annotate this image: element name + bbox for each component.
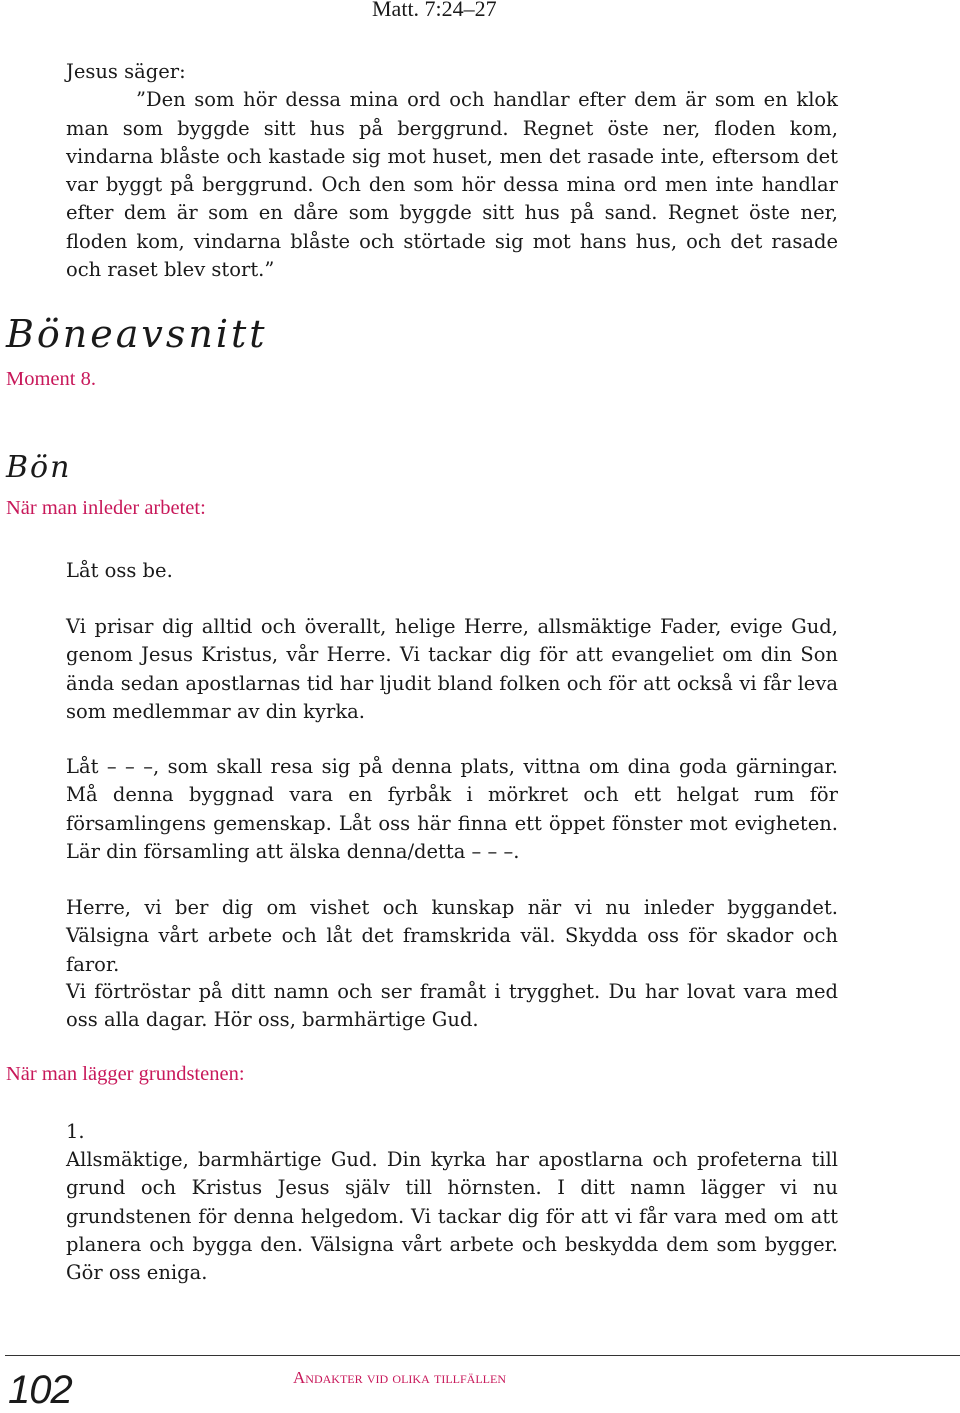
scripture-passage xyxy=(66,58,838,284)
heading-start-of-work: När man inleder arbetet: xyxy=(6,497,206,519)
heading-foundation-stone: När man lägger grundstenen: xyxy=(6,1063,245,1085)
scripture-intro: Jesus säger: xyxy=(66,60,186,83)
paragraph-foundation-prayer: Allsmäktige, barmhärtige Gud. Din kyrka har apostlarna och profeterna till grund och Kristus Jesus själv till hörnsten. I ditt namn lägger vi nu grundstenen för denna helgedom. Vi tackar dig för att vi får vara med om att planera och bygga den. Välsigna vårt arbete och beskydda dem som bygger. Gör oss eniga. xyxy=(66,1148,838,1285)
section-subtitle-moment: Moment 8. xyxy=(6,368,96,390)
paragraph-trust: Vi förtröstar på ditt namn och ser framåt i trygghet. Du har lovat vara med oss alla dagar. Hör oss, barmhärtige Gud. xyxy=(66,980,838,1032)
section-title-boneavsnitt: Böneavsnitt xyxy=(6,312,268,356)
paragraph-lat-oss-be: Låt oss be. xyxy=(66,559,173,582)
footer-divider xyxy=(5,1355,960,1356)
paragraph-number: 1. xyxy=(66,1120,85,1143)
page-number: 102 xyxy=(8,1368,72,1412)
section-title-bon: Bön xyxy=(6,450,72,485)
running-title: Andakter vid olika tillfällen xyxy=(293,1368,506,1387)
scripture-reference: Matt. 7:24–27 xyxy=(372,0,497,21)
scripture-quote: ”Den som hör dessa mina ord och handlar efter dem är som en klok man som byggde sitt hus på berggrund. Regnet öste ner, floden kom, vindarna blåste och kastade sig mot huset, men det rasade inte, eftersom det var byggt på berggrund. Och den som hör dessa mina ord men inte handlar efter dem är som en dåre som byggde sitt hus på sand. Regnet öste ner, floden kom, vindarna blåste och störtade sig mot hans hus, och det rasade och raset blev stort.” xyxy=(66,88,838,282)
paragraph-wisdom: Herre, vi ber dig om vishet och kunskap när vi nu inleder byggandet. Välsigna vårt arbete och låt det framskrida väl. Skydda oss för skador och faror. xyxy=(66,896,838,976)
paragraph-praise: Vi prisar dig alltid och överallt, helige Herre, allsmäktige Fader, evige Gud, genom Jesus Kristus, vår Herre. Vi tackar dig för att evangeliet om din Son ända sedan apostlarnas tid har ljudit bland folken och för att också vi får leva som medlemmar av din kyrka. xyxy=(66,615,838,723)
paragraph-building: Låt – – –, som skall resa sig på denna plats, vittna om dina goda gärningar. Må denna byggnad vara en fyrbåk i mörkret och ett helgat rum för församlingens gemenskap. Låt oss här finna ett öppet fönster mot evigheten. Lär din församling att älska denna/detta – – –. xyxy=(66,755,838,863)
